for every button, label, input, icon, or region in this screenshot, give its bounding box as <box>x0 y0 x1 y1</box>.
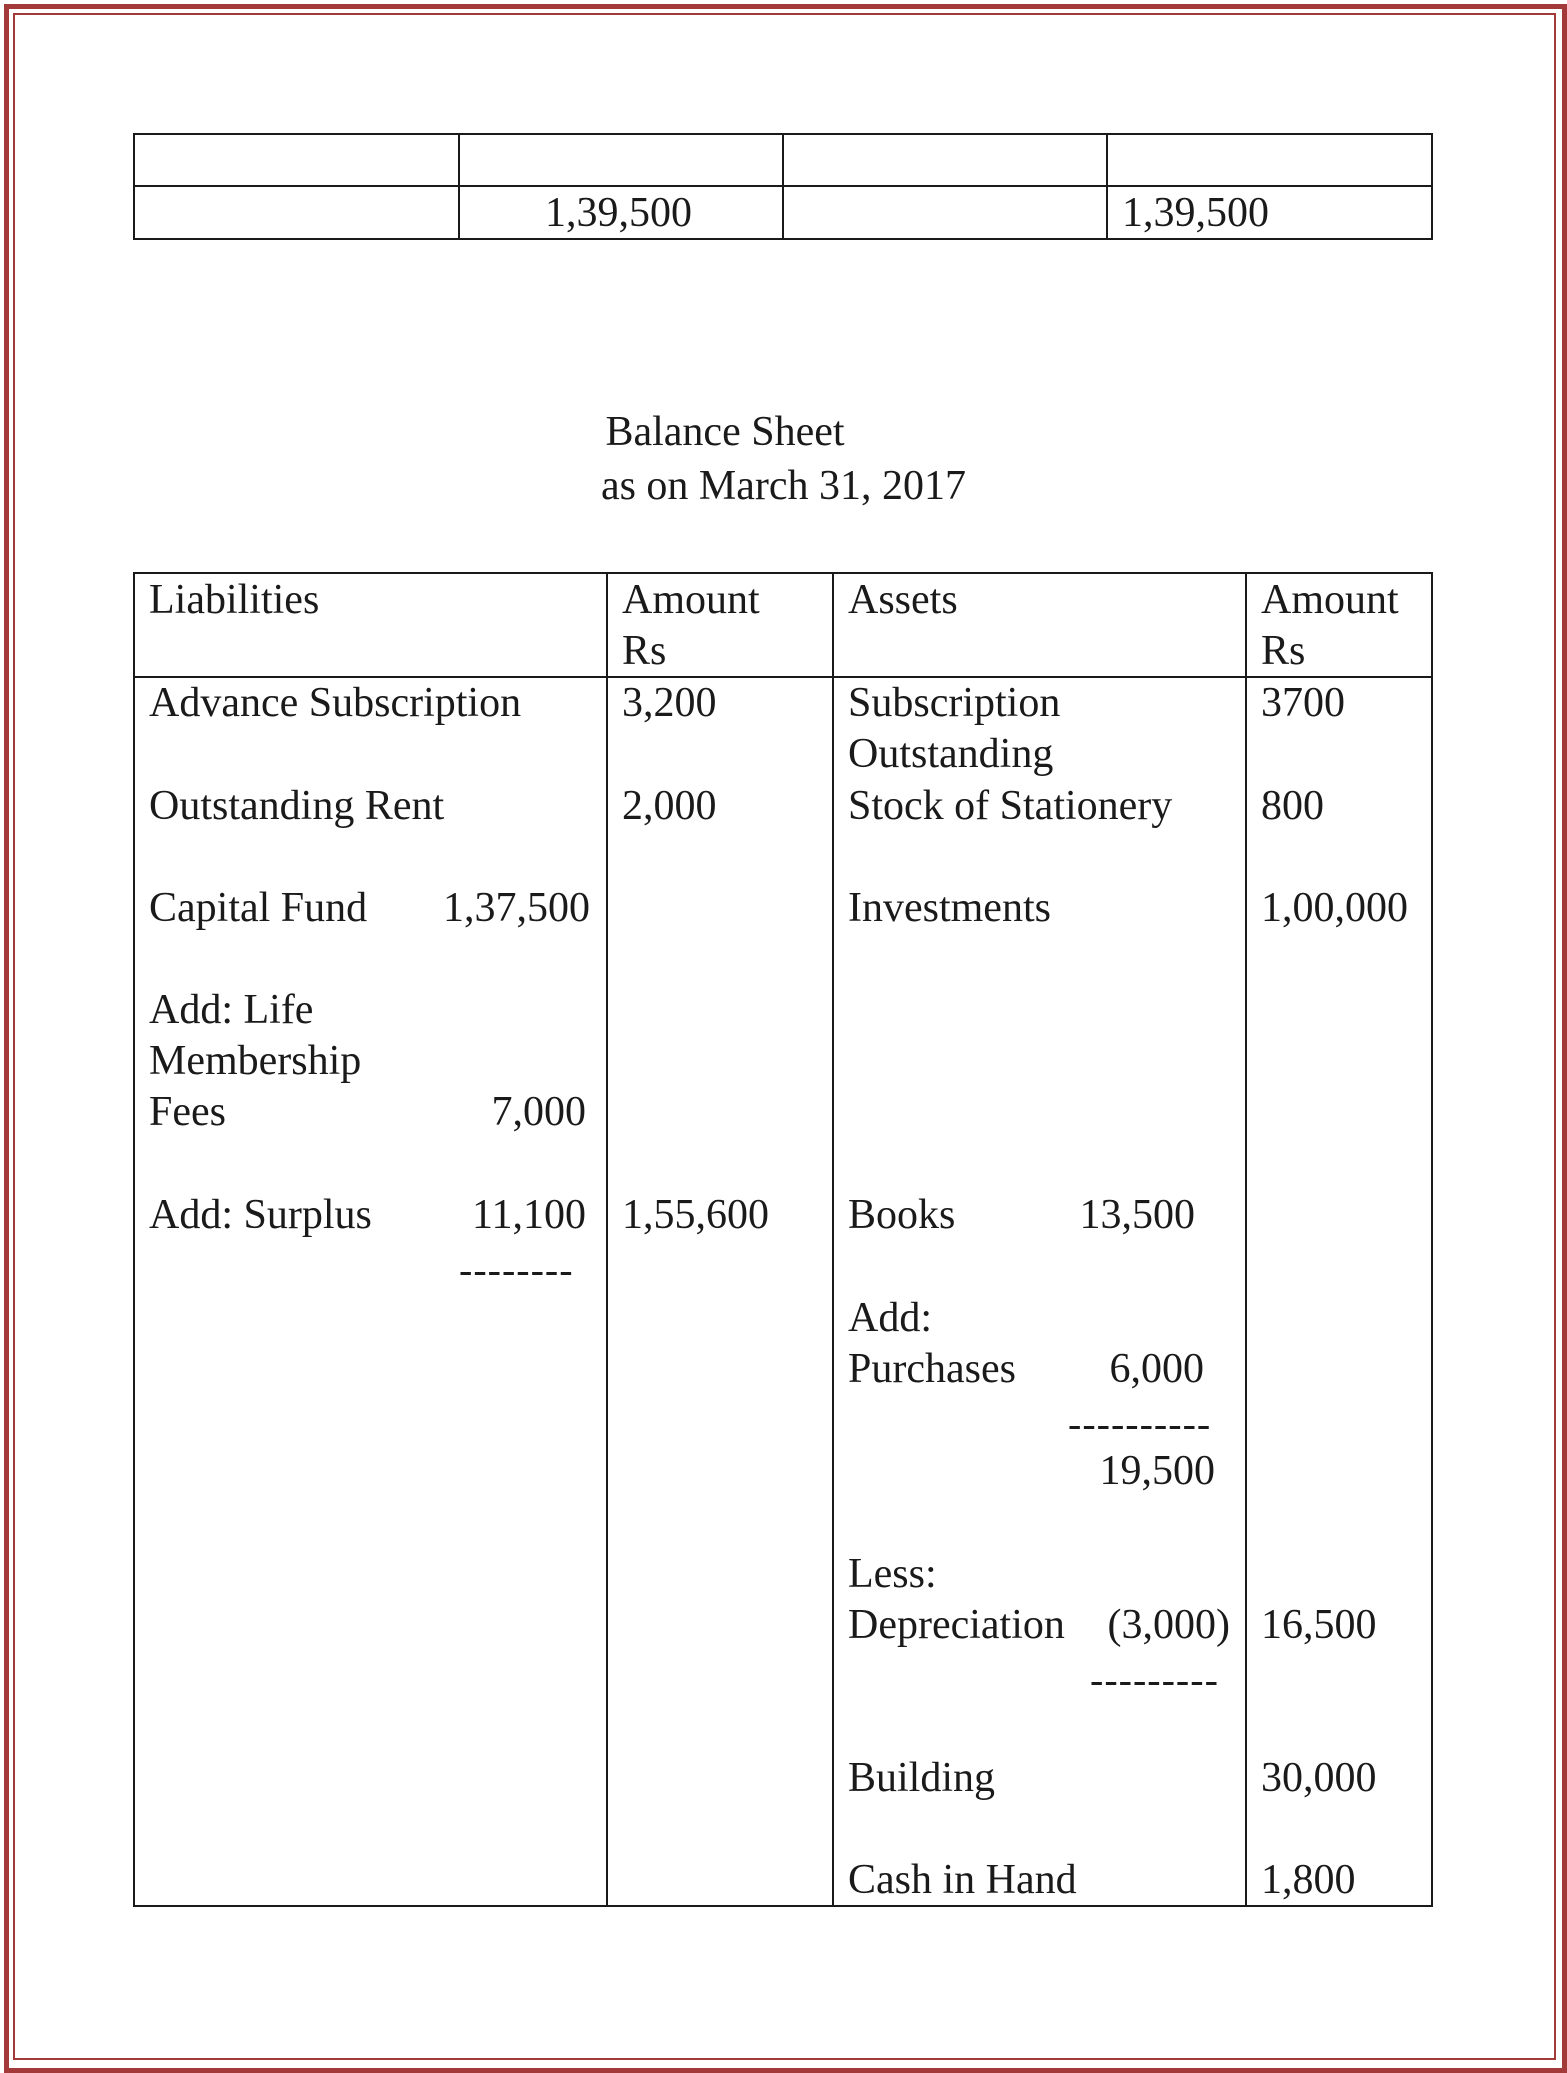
asset-purchases-value: 6,000 <box>1109 1346 1204 1392</box>
top-table-rule <box>458 133 460 240</box>
top-table-rule <box>1106 133 1108 240</box>
top-table-rule <box>782 133 784 240</box>
asset-depreciation-rule: --------- <box>1090 1657 1219 1702</box>
asset-purchases-line1: Add: <box>848 1295 932 1341</box>
liability-life-membership-line1: Add: Life <box>149 987 314 1033</box>
document-title: Balance Sheet <box>605 409 845 455</box>
liability-capital-fund-value: 1,37,500 <box>443 885 590 931</box>
asset-cash-in-hand: Cash in Hand <box>848 1857 1077 1903</box>
header-amount-left-unit: Rs <box>622 628 667 674</box>
top-table-total-left: 1,39,500 <box>545 190 692 236</box>
top-table-rule <box>1431 133 1433 240</box>
header-amount-right: Amount <box>1261 577 1399 623</box>
table-rule <box>133 572 135 1907</box>
liability-outstanding-rent: Outstanding Rent <box>149 783 445 829</box>
asset-investments: Investments <box>848 885 1051 931</box>
top-table-total-right: 1,39,500 <box>1122 190 1269 236</box>
asset-books-value: 13,500 <box>1079 1192 1195 1238</box>
liability-surplus-rule: -------- <box>459 1247 574 1292</box>
asset-stock-of-stationery-amount: 800 <box>1261 783 1324 829</box>
asset-stock-of-stationery: Stock of Stationery <box>848 783 1173 829</box>
table-rule <box>133 1905 1433 1907</box>
liability-advance-subscription-amount: 3,200 <box>622 680 717 726</box>
table-rule <box>1431 572 1433 1907</box>
liability-surplus-value: 11,100 <box>472 1192 586 1238</box>
asset-books: Books <box>848 1192 956 1238</box>
table-rule <box>1245 572 1247 1907</box>
asset-subscription-outstanding-line1: Subscription <box>848 680 1061 726</box>
asset-building-amount: 30,000 <box>1261 1755 1377 1801</box>
header-assets: Assets <box>848 577 958 623</box>
asset-subscription-outstanding-amount: 3700 <box>1261 680 1345 726</box>
asset-books-net-amount: 16,500 <box>1261 1602 1377 1648</box>
table-rule <box>133 572 1433 574</box>
liability-surplus: Add: Surplus <box>149 1192 372 1238</box>
liability-total-capital-fund: 1,55,600 <box>622 1192 769 1238</box>
table-rule <box>606 572 608 1907</box>
document-subtitle: as on March 31, 2017 <box>600 463 967 509</box>
asset-investments-amount: 1,00,000 <box>1261 885 1408 931</box>
header-amount-right-unit: Rs <box>1261 628 1306 674</box>
asset-subscription-outstanding-line2: Outstanding <box>848 731 1054 777</box>
asset-books-subtotal: 19,500 <box>1099 1448 1215 1494</box>
liability-life-membership-value: 7,000 <box>491 1089 586 1135</box>
asset-building: Building <box>848 1755 996 1801</box>
asset-depreciation-line2: Depreciation <box>848 1602 1065 1648</box>
liability-capital-fund: Capital Fund <box>149 885 368 931</box>
liability-outstanding-rent-amount: 2,000 <box>622 783 717 829</box>
table-rule <box>832 572 834 1907</box>
liability-life-membership-line2: Membership <box>149 1038 362 1084</box>
top-table-rule <box>133 133 135 240</box>
asset-purchases-line2: Purchases <box>848 1346 1016 1392</box>
asset-purchases-rule: ---------- <box>1068 1401 1212 1446</box>
header-liabilities: Liabilities <box>149 577 320 623</box>
header-amount-left: Amount <box>622 577 760 623</box>
liability-advance-subscription: Advance Subscription <box>149 680 522 726</box>
asset-depreciation-value: (3,000) <box>1107 1602 1230 1648</box>
liability-life-membership-line3: Fees <box>149 1089 226 1135</box>
asset-depreciation-line1: Less: <box>848 1551 937 1597</box>
asset-cash-in-hand-amount: 1,800 <box>1261 1857 1356 1903</box>
